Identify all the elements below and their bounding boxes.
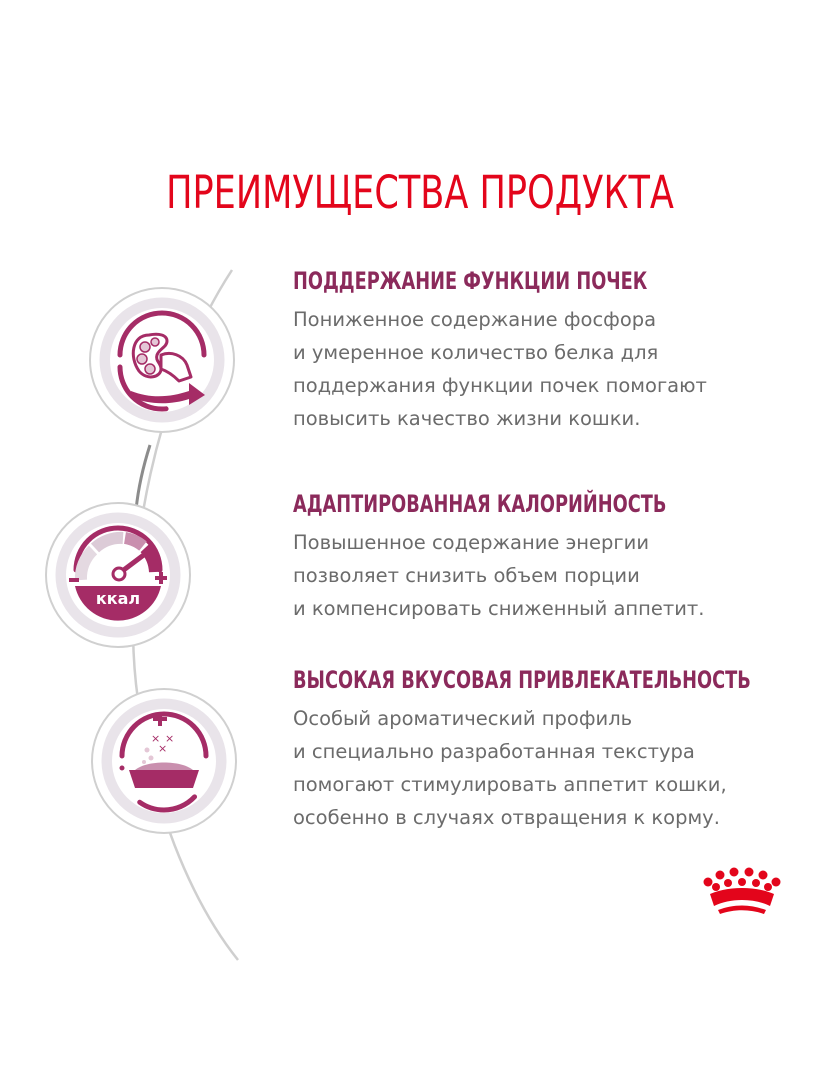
benefit-line: Повышенное содержание энергии xyxy=(293,531,650,554)
benefit-description xyxy=(293,526,803,625)
svg-text:×: × xyxy=(151,732,161,745)
benefit-kidney xyxy=(293,265,803,435)
calorie-badge xyxy=(43,500,193,650)
calorie-label: ккал xyxy=(95,589,141,608)
benefit-calories xyxy=(293,488,803,625)
benefit-line: поддержания функции почек помогают xyxy=(293,374,707,397)
palatability-badge xyxy=(89,686,239,836)
food-bowl-aroma-icon xyxy=(89,686,239,836)
royal-canin-crown-icon xyxy=(698,866,788,916)
calorie-gauge-icon xyxy=(43,500,193,650)
kidney-badge xyxy=(87,285,237,435)
benefit-line: особенно в случаях отвращения к корму. xyxy=(293,806,720,829)
benefit-line: и компенсировать сниженный аппетит. xyxy=(293,597,705,620)
svg-text:×: × xyxy=(165,732,175,745)
svg-text:×: × xyxy=(158,742,168,755)
benefit-description xyxy=(293,303,803,435)
benefit-heading: ПОДДЕРЖАНИЕ ФУНКЦИИ ПОЧЕК xyxy=(293,267,648,295)
benefit-palatability xyxy=(293,664,803,834)
benefit-line: Пониженное содержание фосфора xyxy=(293,308,657,331)
benefit-line: повысить качество жизни кошки. xyxy=(293,407,641,430)
page-title: ПРЕИМУЩЕСТВА ПРОДУКТА xyxy=(166,166,674,219)
benefit-line: помогают стимулировать аппетит кошки, xyxy=(293,773,727,796)
benefit-description xyxy=(293,702,803,834)
benefit-heading: АДАПТИРОВАННАЯ КАЛОРИЙНОСТЬ xyxy=(293,490,667,518)
benefit-heading: ВЫСОКАЯ ВКУСОВАЯ ПРИВЛЕКАТЕЛЬНОСТЬ xyxy=(293,666,751,694)
benefit-line: и умеренное количество белка для xyxy=(293,341,659,364)
benefit-line: Особый ароматический профиль xyxy=(293,707,633,730)
benefit-line: и специально разработанная текстура xyxy=(293,740,695,763)
benefit-line: позволяет снизить объем порции xyxy=(293,564,640,587)
kidney-icon xyxy=(87,285,237,435)
